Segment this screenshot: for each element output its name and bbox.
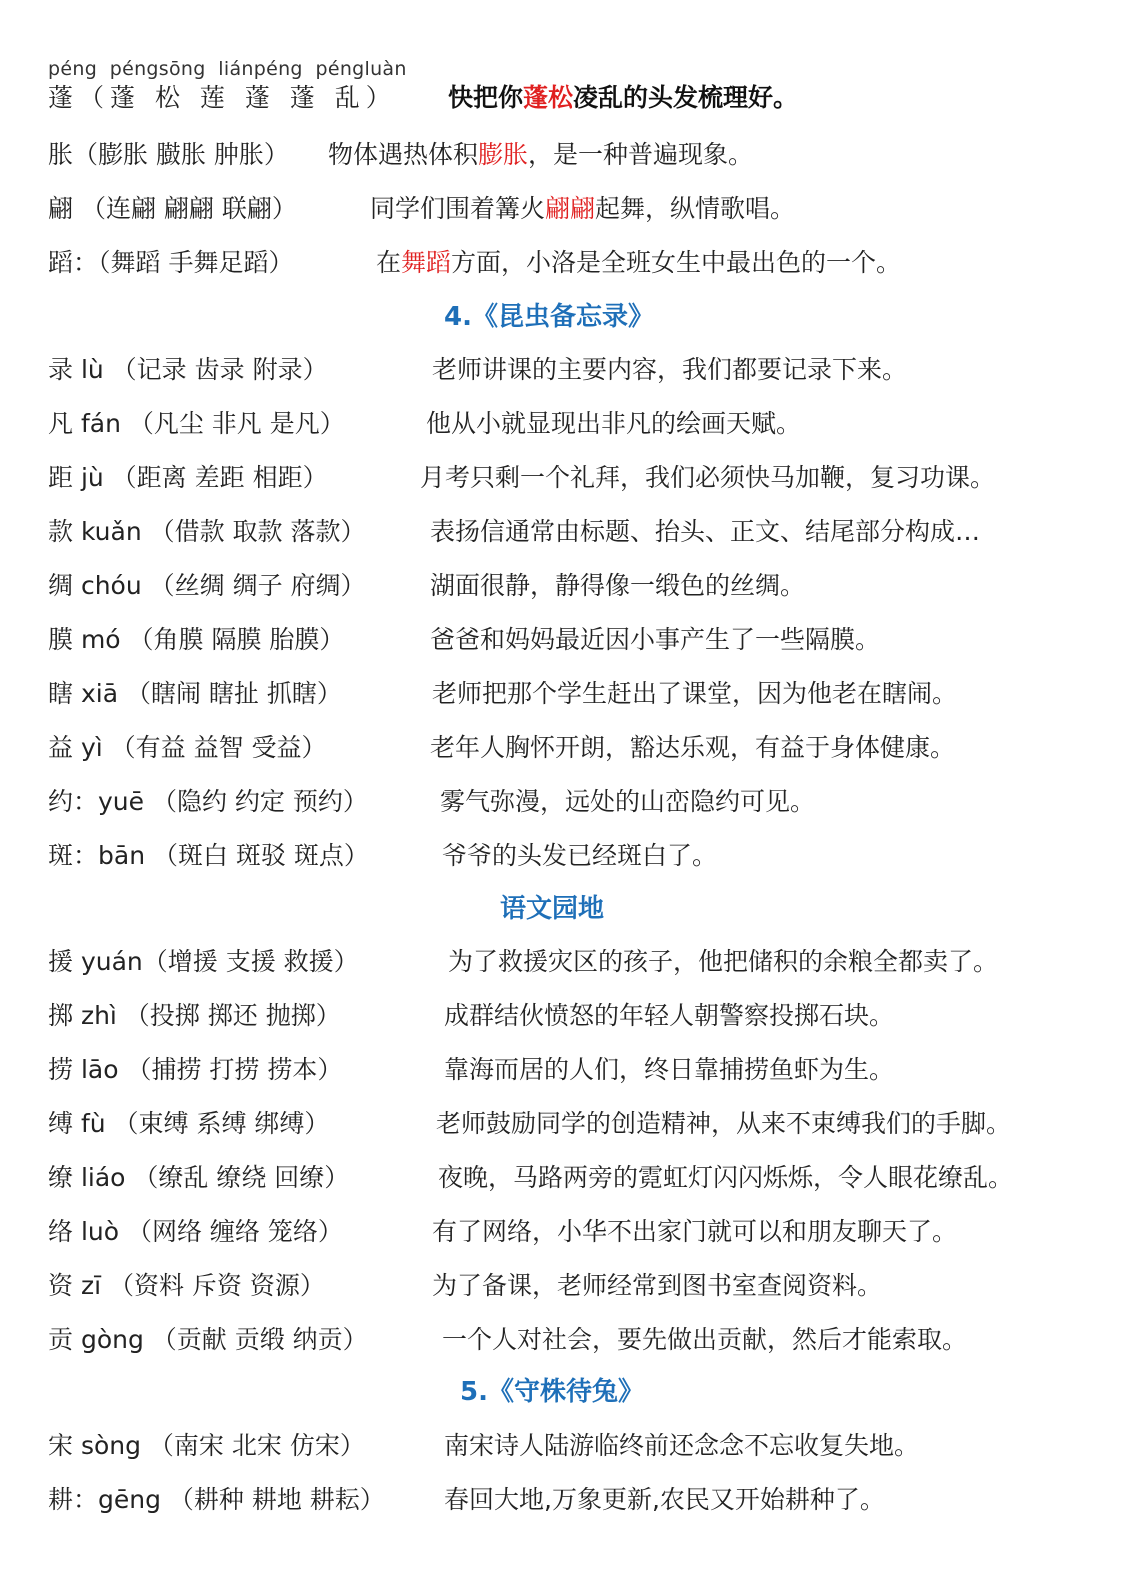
- example-sentence: 同学们围着篝火翩翩起舞，纵情歌唱。: [370, 194, 796, 223]
- example-sentence: 物体遇热体积膨胀，是一种普遍现象。: [328, 140, 754, 169]
- example-sentence: 月考只剩一个礼拜，我们必须快马加鞭，复习功课。: [420, 463, 996, 492]
- word-group: 距 jù （距离 差距 相距）: [48, 463, 328, 492]
- word-group: 翩 （连翩 翩翩 联翩）: [48, 194, 297, 223]
- example-sentence: 靠海而居的人们，终日靠捕捞鱼虾为生。: [444, 1055, 895, 1084]
- highlighted-word: 翩翩: [545, 194, 596, 223]
- section-title-waiting-for-hare: 5.《守株待兔》: [460, 1377, 644, 1407]
- highlighted-word: 膨胀: [478, 140, 529, 169]
- word-group: 掷 zhì （投掷 掷还 抛掷）: [48, 1001, 341, 1030]
- word-group: 款 kuǎn （借款 取款 落款）: [48, 517, 366, 546]
- example-sentence: 爸爸和妈妈最近因小事产生了一些隔膜。: [430, 625, 881, 654]
- example-sentence: 春回大地,万象更新,农民又开始耕种了。: [444, 1485, 885, 1514]
- example-sentence: 湖面很静，静得像一缎色的丝绸。: [430, 571, 806, 600]
- example-sentence: 他从小就显现出非凡的绘画天赋。: [426, 409, 802, 438]
- word-group: 录 lù （记录 齿录 附录）: [48, 355, 328, 384]
- word-group: 资 zī （资料 斥资 资源）: [48, 1271, 325, 1300]
- word-group: 胀（膨胀 臌胀 肿胀）: [48, 140, 289, 169]
- word-group: 络 luò （网络 缠络 笼络）: [48, 1217, 343, 1246]
- example-sentence: 在舞蹈方面，小洛是全班女生中最出色的一个。: [376, 248, 902, 277]
- word-group: 捞 lāo （捕捞 打捞 捞本）: [48, 1055, 343, 1084]
- word-group: 宋 sòng （南宋 北宋 仿宋）: [48, 1431, 365, 1460]
- word-group: 瞎 xiā （瞎闹 瞎扯 抓瞎）: [48, 679, 342, 708]
- word-group: 斑：bān （斑白 斑驳 斑点）: [48, 841, 369, 870]
- word-group: 蹈：（舞蹈 手舞足蹈）: [48, 248, 294, 277]
- pinyin-annotation: péng péngsōng liánpéng péngluàn: [48, 58, 407, 80]
- word-group: 膜 mó （角膜 隔膜 胎膜）: [48, 625, 345, 654]
- word-group: 援 yuán（增援 支援 救援）: [48, 947, 359, 976]
- example-sentence: 老师把那个学生赶出了课堂，因为他老在瞎闹。: [432, 679, 958, 708]
- example-sentence: 成群结伙愤怒的年轻人朝警察投掷石块。: [444, 1001, 895, 1030]
- example-sentence: 表扬信通常由标题、抬头、正文、结尾部分构成…: [430, 517, 981, 546]
- word-group: 贡 gòng （贡献 贡缎 纳贡）: [48, 1325, 368, 1354]
- word-group: 约：yuē （隐约 约定 预约）: [48, 787, 368, 816]
- example-sentence: 老年人胸怀开朗，豁达乐观，有益于身体健康。: [430, 733, 956, 762]
- example-sentence: 一个人对社会，要先做出贡献，然后才能索取。: [442, 1325, 968, 1354]
- highlighted-word: 舞蹈: [401, 248, 452, 277]
- word-group: 益 yì （有益 益智 受益）: [48, 733, 327, 762]
- section-title-chinese-garden: 语文园地: [500, 894, 605, 924]
- example-sentence: 夜晚，马路两旁的霓虹灯闪闪烁烁，令人眼花缭乱。: [438, 1163, 1014, 1192]
- highlighted-word: 蓬松: [523, 83, 574, 112]
- word-group: 绸 chóu （丝绸 绸子 府绸）: [48, 571, 366, 600]
- word-group: 缚 fù （束缚 系缚 绑缚）: [48, 1109, 330, 1138]
- example-sentence: 老师讲课的主要内容，我们都要记录下来。: [432, 355, 908, 384]
- example-sentence: 雾气弥漫，远处的山峦隐约可见。: [440, 787, 816, 816]
- example-sentence: 南宋诗人陆游临终前还念念不忘收复失地。: [444, 1431, 920, 1460]
- section-title-insect-memo: 4.《昆虫备忘录》: [444, 302, 654, 332]
- example-sentence: 爷爷的头发已经斑白了。: [442, 841, 718, 870]
- example-sentence: 为了备课，老师经常到图书室查阅资料。: [432, 1271, 883, 1300]
- word-group: 缭 liáo （缭乱 缭绕 回缭）: [48, 1163, 350, 1192]
- example-sentence: 为了救援灾区的孩子，他把储积的余粮全都卖了。: [448, 947, 999, 976]
- word-group: 凡 fán （凡尘 非凡 是凡）: [48, 409, 345, 438]
- word-group: 蓬（蓬 松 莲 蓬 蓬 乱）: [48, 83, 397, 112]
- example-sentence: 快把你蓬松凌乱的头发梳理好。: [448, 83, 799, 112]
- example-sentence: 老师鼓励同学的创造精神，从来不束缚我们的手脚。: [436, 1109, 1012, 1138]
- word-group: 耕：gēng （耕种 耕地 耕耘）: [48, 1485, 385, 1514]
- example-sentence: 有了网络，小华不出家门就可以和朋友聊天了。: [432, 1217, 958, 1246]
